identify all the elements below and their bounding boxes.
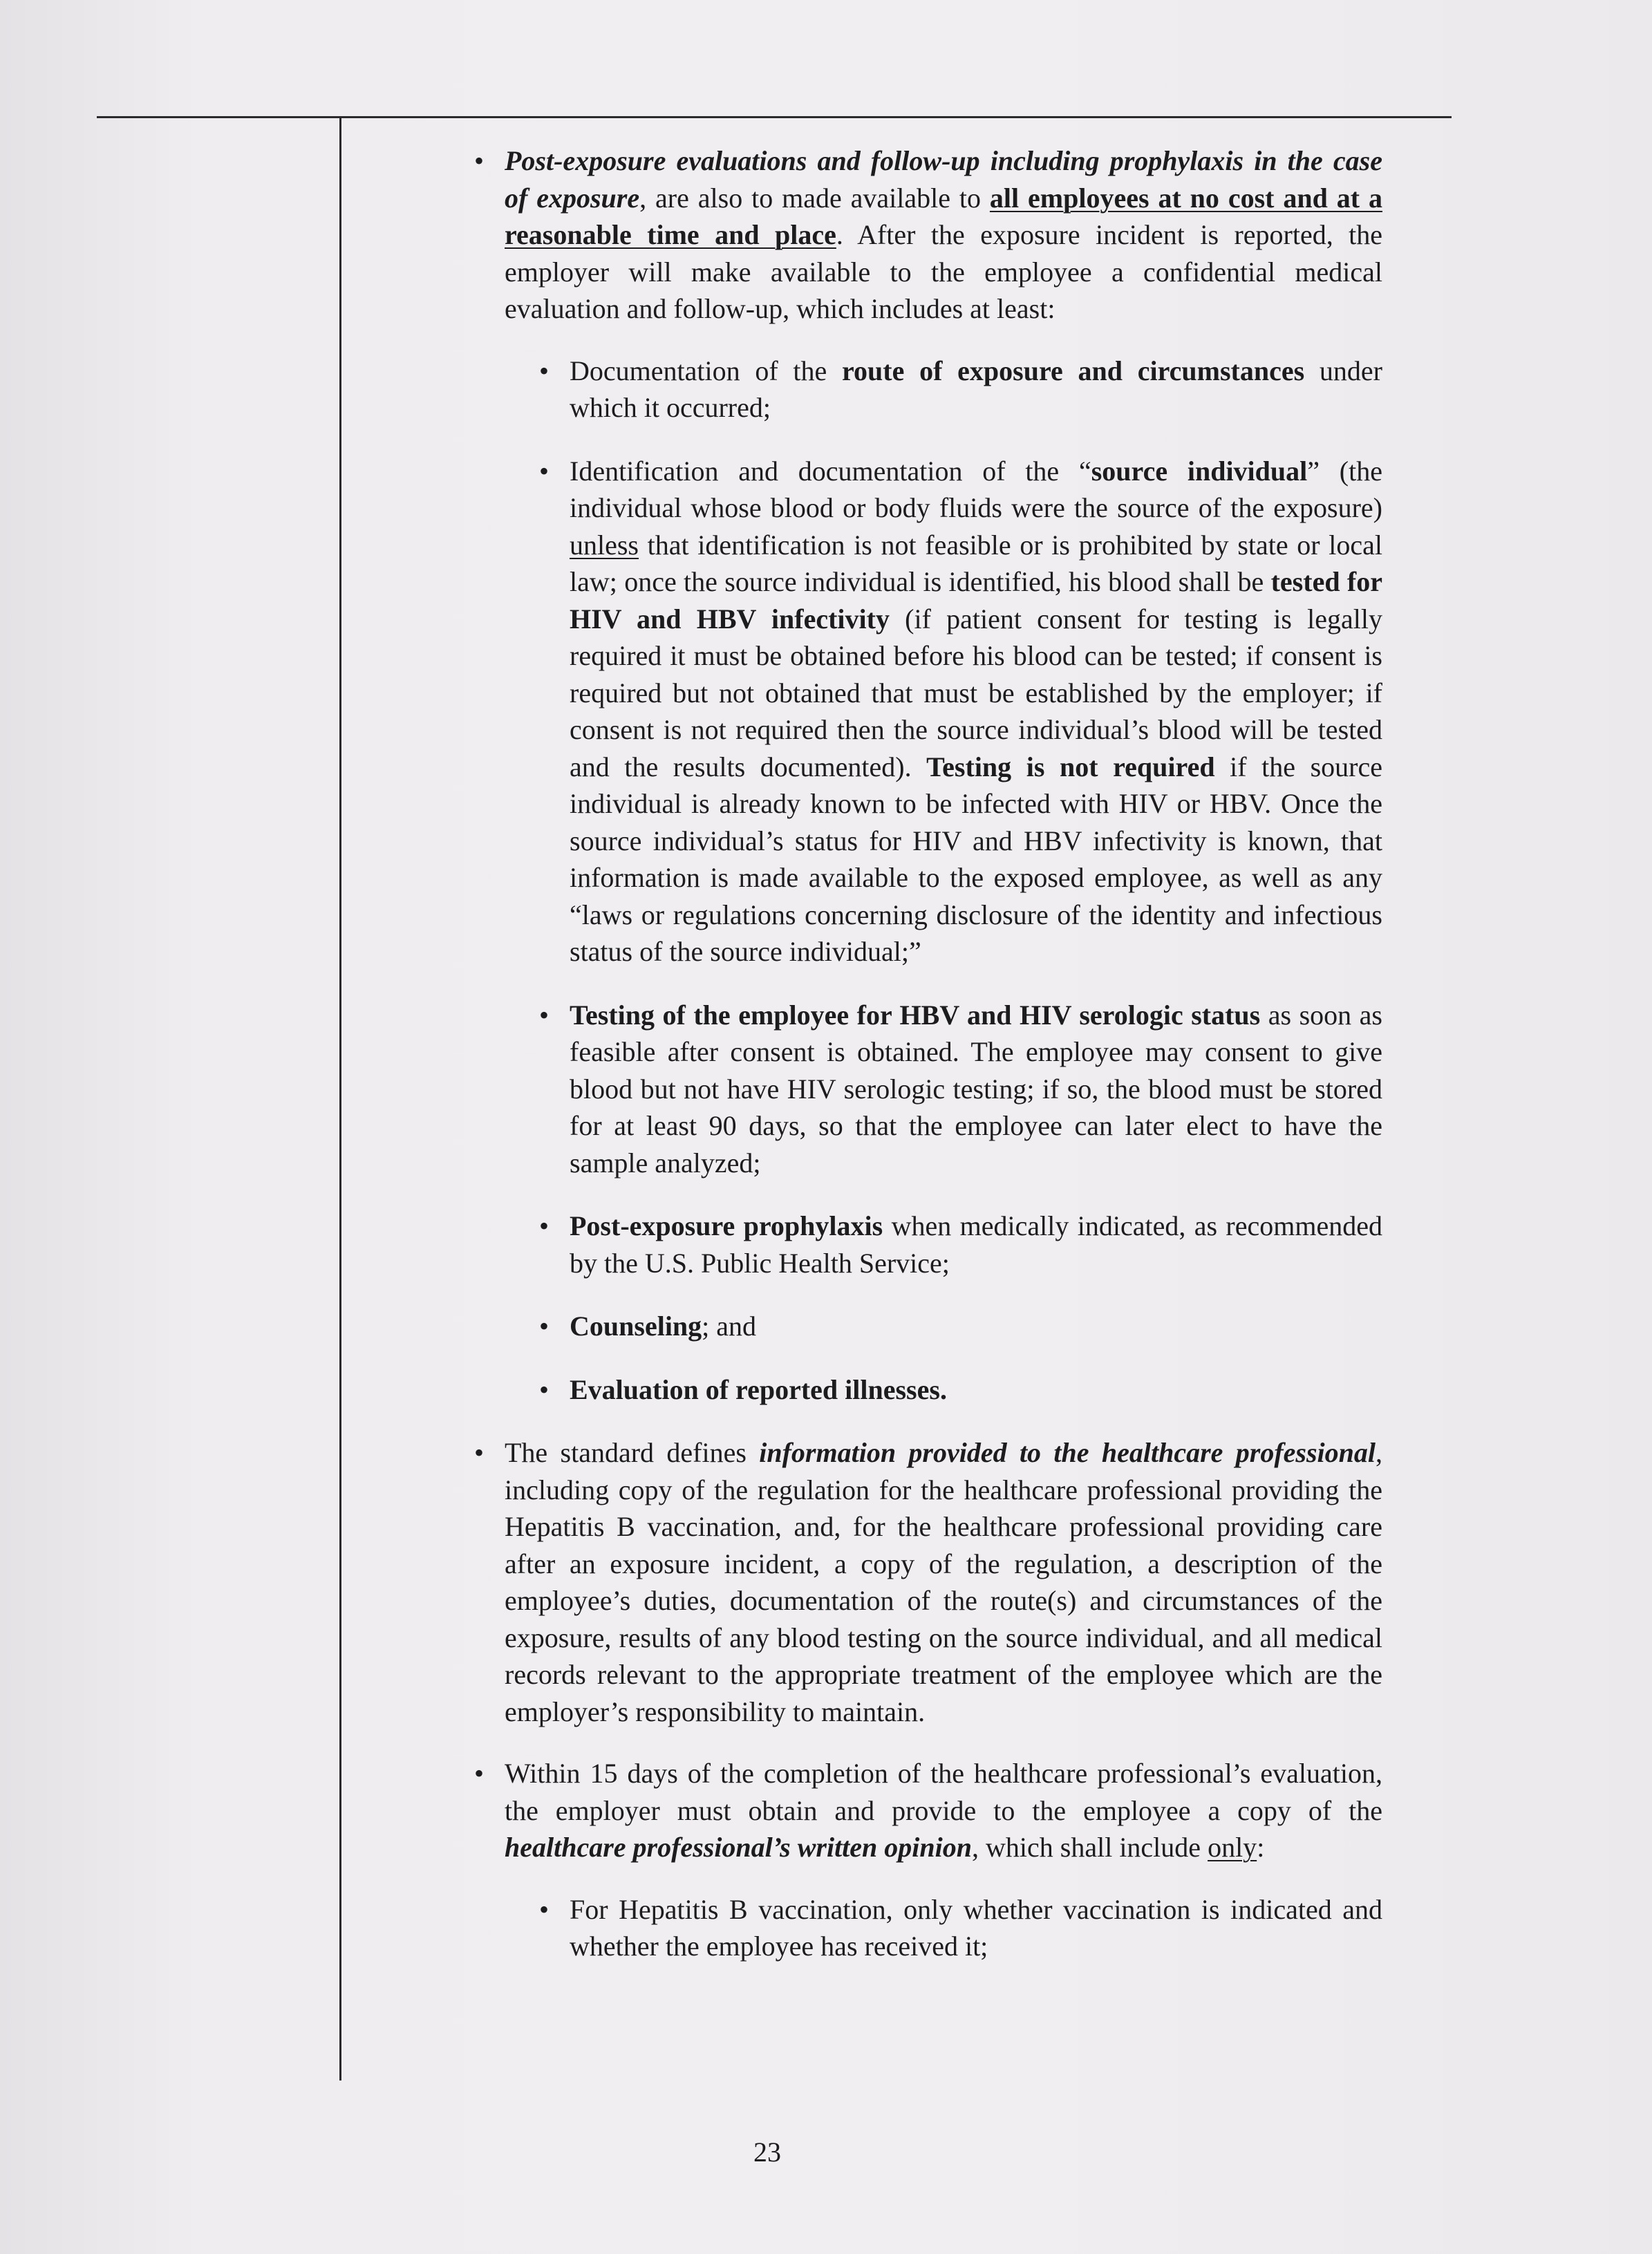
text-run: under which it occurred;: [570, 355, 1382, 423]
left-rule: [339, 116, 341, 2081]
page-number: 23: [753, 2136, 781, 2168]
text-run: information provided to the healthcare professional: [759, 1437, 1376, 1468]
text-run: that identification is not feasible or is prohibited by state or local law; once the source individual is identified, his blood shall be: [570, 529, 1382, 597]
text-run: healthcare professional’s written opinion: [505, 1832, 973, 1863]
text-run: all employees at no cost and at a reasonable time and place: [505, 182, 1382, 250]
bullet-icon: •: [539, 1373, 550, 1405]
sub-bullet-item: [538, 1308, 1382, 1345]
bullet-icon: •: [539, 1311, 550, 1342]
body-text: [473, 142, 1382, 1991]
text-run: , which shall include: [972, 1832, 1208, 1863]
sub-bullet-item: [538, 353, 1382, 426]
text-run: Counseling: [570, 1311, 702, 1342]
bullet-item: [473, 1755, 1382, 1866]
text-run: Evaluation of reported illnesses.: [570, 1373, 947, 1405]
text-run: :: [1257, 1832, 1265, 1863]
bullet-icon: •: [539, 455, 550, 487]
bullet-icon: •: [474, 1437, 485, 1468]
bullet-icon: •: [539, 355, 550, 386]
text-run: unless: [570, 529, 639, 561]
text-run: Testing of the employee for HBV and HIV serologic status: [570, 999, 1261, 1031]
text-run: Within 15 days of the completion of the healthcare professional’s evaluation, the employer must obtain and provide to the employee a copy of the: [505, 1758, 1382, 1826]
top-rule: [97, 116, 1452, 118]
text-run: , are also to made available to: [639, 182, 990, 214]
text-run: ; and: [702, 1311, 757, 1342]
bullet-icon: •: [539, 1893, 550, 1925]
sub-bullet-item: [538, 1891, 1382, 1965]
text-run: tested for HIV and HBV infectivity: [570, 566, 1382, 635]
text-run: ” (the individual whose blood or body fluids were the source of the exposure): [570, 455, 1382, 523]
text-run: (if patient consent for testing is legally required it must be obtained before his blood can be tested; if consent is required but not obtained that must be established by the employer; if consent is not required then the source individual’s blood will be tested and the results documented).: [570, 603, 1382, 782]
text-run: Testing is not required: [926, 751, 1215, 782]
text-run: if the source individual is already known to be infected with HIV or HBV. Once the source individual’s status for HIV and HBV infectivity is known, that information is made available to the exposed employee, as well as any “laws or regulations concerning disclosure of the identity and infectious status of the source individual;”: [570, 751, 1382, 967]
text-run: as soon as feasible after consent is obtained. The employee may consent to give blood but not have HIV serologic testing; if so, the blood must be stored for at least 90 days, so that the employee can later elect to have the sample analyzed;: [570, 999, 1382, 1178]
text-run: route of exposure and circumstances: [842, 355, 1305, 386]
bullet-item: [473, 142, 1382, 328]
bullet-icon: •: [539, 999, 550, 1031]
text-run: , including copy of the regulation for the healthcare professional providing the Hepatitis B vaccination, and, for the healthcare professional providing care after an exposure incident, a copy of the regulation, a description of the employee’s duties, documentation of the route(s) and circumstances of the exposure, results of any blood testing on the source individual, and all medical records relevant to the appropriate treatment of the employee which are the employer’s responsibility to maintain.: [505, 1437, 1382, 1727]
sub-bullet-item: [538, 1208, 1382, 1281]
text-run: Post-exposure prophylaxis: [570, 1210, 883, 1241]
text-run: Identification and documentation of the “: [570, 455, 1091, 487]
text-run: . After the exposure incident is reported, the employer will make available to the employee a confidential medical evaluation and follow-up, which includes at least:: [505, 219, 1382, 324]
text-run: only: [1208, 1832, 1257, 1863]
text-run: The standard defines: [505, 1437, 760, 1468]
text-run: Documentation of the: [570, 355, 843, 386]
sub-bullet-item: [538, 1371, 1382, 1409]
text-run: Post-exposure evaluations and follow-up including prophylaxis in the case of exposure: [505, 145, 1382, 214]
bullet-icon: •: [539, 1210, 550, 1241]
bullet-icon: •: [474, 1758, 485, 1789]
sub-bullet-item: [538, 997, 1382, 1182]
bullet-icon: •: [474, 145, 485, 176]
text-run: source individual: [1091, 455, 1308, 487]
text-run: when medically indicated, as recommended by the U.S. Public Health Service;: [570, 1210, 1382, 1279]
sub-bullet-item: [538, 453, 1382, 970]
text-run: For Hepatitis B vaccination, only whether vaccination is indicated and whether the employee has received it;: [570, 1893, 1382, 1962]
bullet-item: [473, 1434, 1382, 1730]
